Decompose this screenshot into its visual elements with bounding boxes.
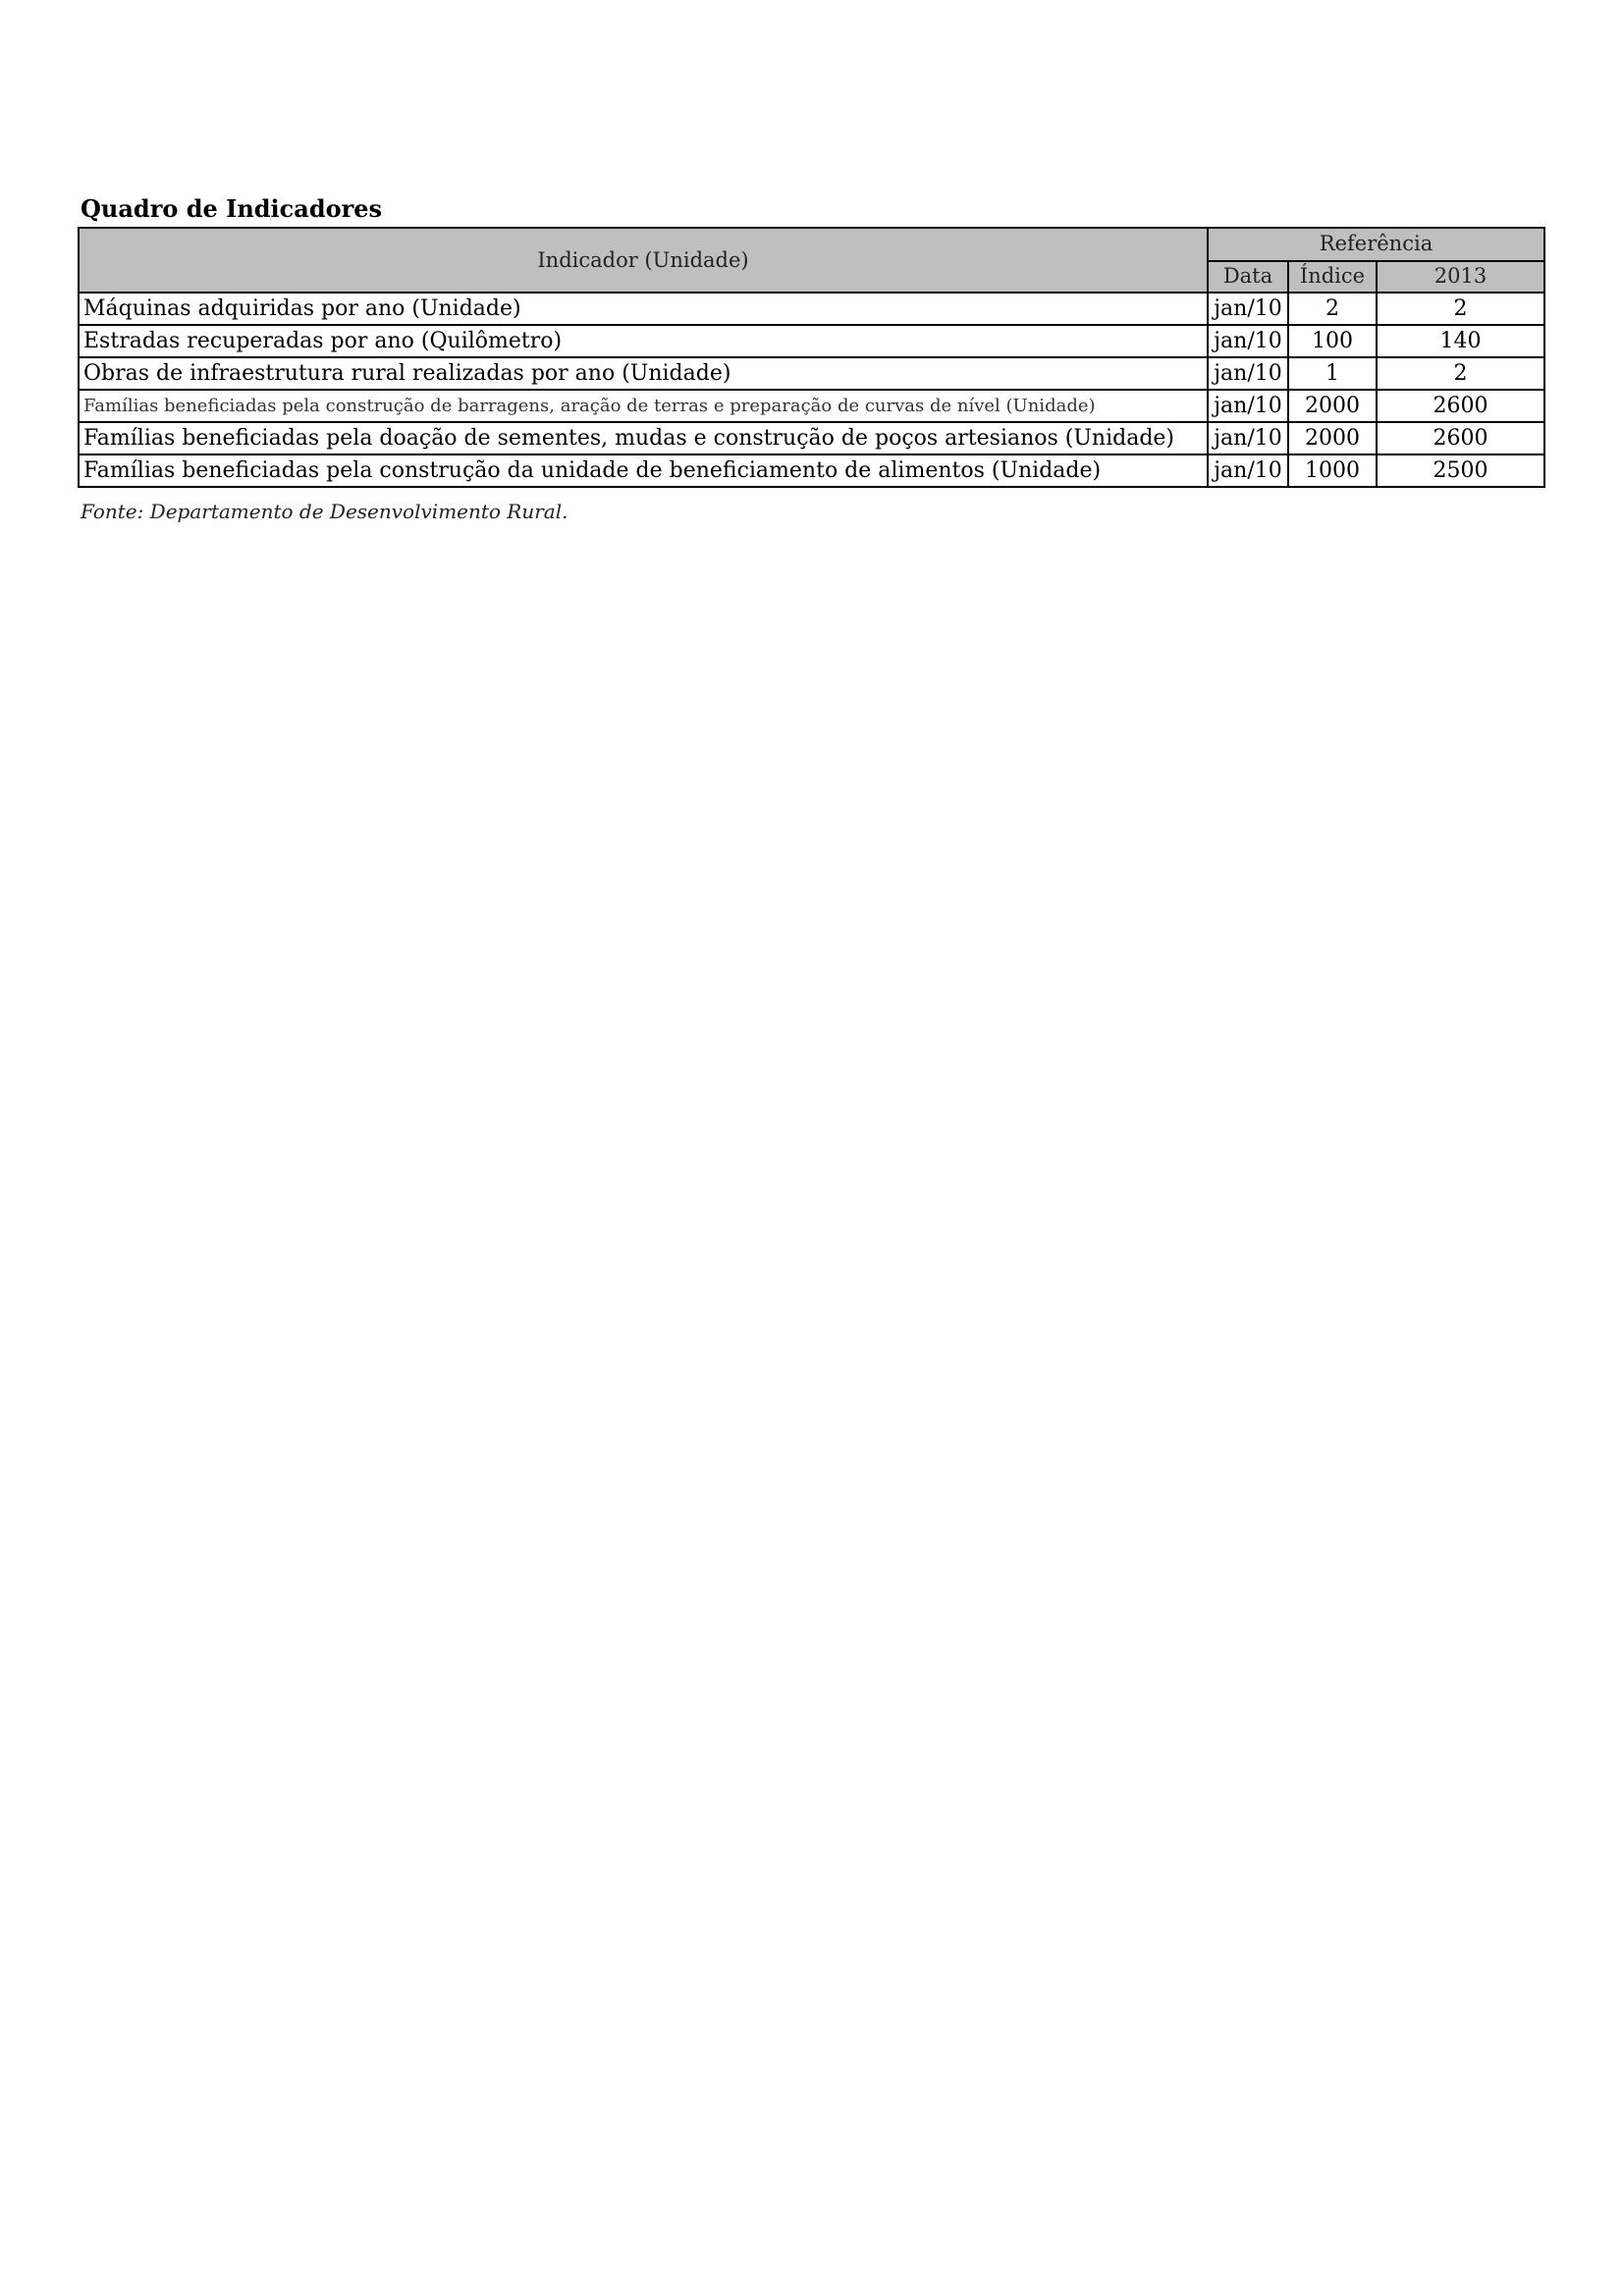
indicator-date: jan/10 xyxy=(1208,357,1288,390)
header-target-year: 2013 xyxy=(1377,261,1544,294)
indicator-target: 2600 xyxy=(1377,390,1544,422)
indicator-index: 100 xyxy=(1288,325,1377,357)
header-index: Índice xyxy=(1288,261,1377,294)
table-row xyxy=(79,454,1544,487)
indicator-target: 2600 xyxy=(1377,422,1544,454)
indicator-target: 2 xyxy=(1377,293,1544,325)
indicator-date: jan/10 xyxy=(1208,325,1288,357)
header-date: Data xyxy=(1208,261,1288,294)
indicator-date: jan/10 xyxy=(1208,293,1288,325)
indicator-name: Estradas recuperadas por ano (Quilômetro) xyxy=(79,325,1208,357)
indicator-index: 2000 xyxy=(1288,422,1377,454)
table-title: Quadro de Indicadores xyxy=(81,194,383,223)
indicator-name: Máquinas adquiridas por ano (Unidade) xyxy=(79,293,1208,325)
table-row xyxy=(79,390,1544,422)
header-reference: Referência xyxy=(1208,228,1544,261)
indicator-index: 2 xyxy=(1288,293,1377,325)
source-note: Fonte: Departamento de Desenvolvimento Rural. xyxy=(81,500,568,523)
indicator-name: Famílias beneficiadas pela construção de barragens, aração de terras e preparação de curvas de nível (Unidade) xyxy=(79,390,1208,422)
indicator-target: 2500 xyxy=(1377,454,1544,487)
table-row xyxy=(79,293,1544,325)
indicator-date: jan/10 xyxy=(1208,454,1288,487)
indicator-date: jan/10 xyxy=(1208,422,1288,454)
indicator-target: 2 xyxy=(1377,357,1544,390)
table-row xyxy=(79,357,1544,390)
table-row xyxy=(79,325,1544,357)
header-indicator: Indicador (Unidade) xyxy=(79,228,1208,293)
indicator-index: 1000 xyxy=(1288,454,1377,487)
indicator-date: jan/10 xyxy=(1208,390,1288,422)
table-row xyxy=(79,422,1544,454)
indicator-index: 1 xyxy=(1288,357,1377,390)
indicator-name: Famílias beneficiadas pela doação de sementes, mudas e construção de poços artesianos (Unidade) xyxy=(79,422,1208,454)
indicator-name: Obras de infraestrutura rural realizadas por ano (Unidade) xyxy=(79,357,1208,390)
indicators-table xyxy=(78,227,1545,488)
indicator-index: 2000 xyxy=(1288,390,1377,422)
indicator-target: 140 xyxy=(1377,325,1544,357)
indicator-name: Famílias beneficiadas pela construção da unidade de beneficiamento de alimentos (Unidade) xyxy=(79,454,1208,487)
